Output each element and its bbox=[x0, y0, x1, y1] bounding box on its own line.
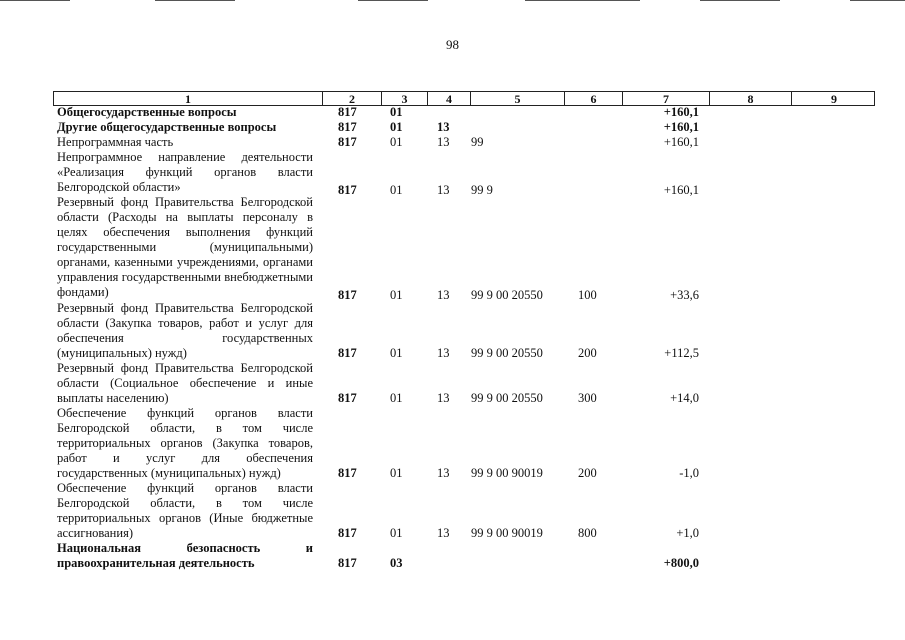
row-col-7: +112,5 bbox=[664, 346, 699, 360]
row-col-7: +14,0 bbox=[670, 391, 699, 405]
row-col-2: 817 bbox=[338, 135, 357, 149]
row-description: Общегосударственные вопросы bbox=[57, 105, 237, 119]
row-col-3: 03 bbox=[390, 556, 403, 570]
header-col-6: 6 bbox=[564, 92, 622, 105]
row-col-7: +160,1 bbox=[663, 135, 699, 149]
row-description: Резервный фонд Правительства Белгородской области (Расходы на выплаты персоналу в целях обеспечения выполнения функций государственными (муниципальными) органами, казенными учреждениями, органами управления государственными внебюджетными фондами) bbox=[57, 195, 313, 299]
row-col-5: 99 bbox=[471, 135, 484, 149]
row-col-3: 01 bbox=[390, 466, 403, 480]
row-col-4: 13 bbox=[437, 346, 450, 360]
row-col-2: 817 bbox=[338, 466, 357, 480]
row-col-3: 01 bbox=[390, 391, 403, 405]
header-col-1: 1 bbox=[185, 92, 191, 106]
header-col-8: 8 bbox=[709, 92, 791, 105]
row-col-4: 13 bbox=[437, 120, 450, 134]
row-col-5: 99 9 00 90019 bbox=[471, 526, 543, 540]
row-col-5: 99 9 bbox=[471, 183, 493, 197]
top-rule-3 bbox=[358, 0, 428, 1]
top-rule-1 bbox=[0, 0, 70, 1]
top-rule-5 bbox=[700, 0, 780, 1]
row-col-2: 817 bbox=[338, 288, 357, 302]
row-col-4: 13 bbox=[437, 183, 450, 197]
row-col-7: +33,6 bbox=[670, 288, 699, 302]
row-description: Обеспечение функций органов власти Белгородской области, в том числе территориальных органов (Иные бюджетные ассигнования) bbox=[57, 481, 313, 540]
row-col-3: 01 bbox=[390, 120, 403, 134]
row-col-5: 99 9 00 20550 bbox=[471, 391, 543, 405]
row-col-7: +160,1 bbox=[663, 105, 699, 119]
row-col-3: 01 bbox=[390, 526, 403, 540]
row-col-4: 13 bbox=[437, 288, 450, 302]
row-description: Национальная безопасность и правоохранительная деятельность bbox=[57, 541, 313, 570]
row-col-7: +160,1 bbox=[663, 183, 699, 197]
row-col-5: 99 9 00 20550 bbox=[471, 346, 543, 360]
table-header bbox=[53, 91, 875, 106]
row-col-2: 817 bbox=[338, 346, 357, 360]
row-col-6: 200 bbox=[578, 466, 597, 480]
row-description: Резервный фонд Правительства Белгородской области (Социальное обеспечение и иные выплаты населению) bbox=[57, 361, 313, 405]
top-rule-6 bbox=[850, 0, 905, 1]
row-description: Обеспечение функций органов власти Белгородской области, в том числе территориальных органов (Закупка товаров, работ и услуг для обеспечения государственных (муниципальных) нужд) bbox=[57, 406, 313, 480]
row-col-6: 100 bbox=[578, 288, 597, 302]
header-col-4: 4 bbox=[427, 92, 470, 105]
row-description: Резервный фонд Правительства Белгородской области (Закупка товаров, работ и услуг для обеспечения государственных (муниципальных) нужд) bbox=[57, 301, 313, 360]
row-col-3: 01 bbox=[390, 105, 403, 119]
row-col-4: 13 bbox=[437, 135, 450, 149]
header-col-7: 7 bbox=[622, 92, 709, 105]
row-col-7: -1,0 bbox=[679, 466, 699, 480]
budget-table bbox=[53, 91, 875, 570]
header-col-3: 3 bbox=[381, 92, 427, 105]
row-col-2: 817 bbox=[338, 120, 357, 134]
row-description: Другие общегосударственные вопросы bbox=[57, 120, 277, 134]
row-col-4: 13 bbox=[437, 466, 450, 480]
row-col-4: 13 bbox=[437, 526, 450, 540]
row-col-2: 817 bbox=[338, 183, 357, 197]
row-col-2: 817 bbox=[338, 526, 357, 540]
row-description: Непрограммная часть bbox=[57, 135, 174, 149]
page-number: 98 bbox=[446, 37, 459, 52]
row-col-3: 01 bbox=[390, 288, 403, 302]
row-col-3: 01 bbox=[390, 346, 403, 360]
row-col-6: 300 bbox=[578, 391, 597, 405]
row-col-3: 01 bbox=[390, 135, 403, 149]
row-col-4: 13 bbox=[437, 391, 450, 405]
row-col-7: +800,0 bbox=[663, 556, 699, 570]
header-col-2: 2 bbox=[322, 92, 381, 105]
row-description: Непрограммное направление деятельности «Реализация функций органов власти Белгородской области» bbox=[57, 150, 313, 194]
row-col-2: 817 bbox=[338, 105, 357, 119]
header-col-9: 9 bbox=[791, 92, 876, 105]
row-col-6: 200 bbox=[578, 346, 597, 360]
top-rule-4 bbox=[525, 0, 640, 1]
header-col-5: 5 bbox=[470, 92, 564, 105]
row-col-7: +1,0 bbox=[676, 526, 699, 540]
row-col-6: 800 bbox=[578, 526, 597, 540]
row-col-2: 817 bbox=[338, 391, 357, 405]
row-col-5: 99 9 00 20550 bbox=[471, 288, 543, 302]
row-col-3: 01 bbox=[390, 183, 403, 197]
row-col-2: 817 bbox=[338, 556, 357, 570]
top-rule-2 bbox=[155, 0, 235, 1]
row-col-7: +160,1 bbox=[663, 120, 699, 134]
row-col-5: 99 9 00 90019 bbox=[471, 466, 543, 480]
